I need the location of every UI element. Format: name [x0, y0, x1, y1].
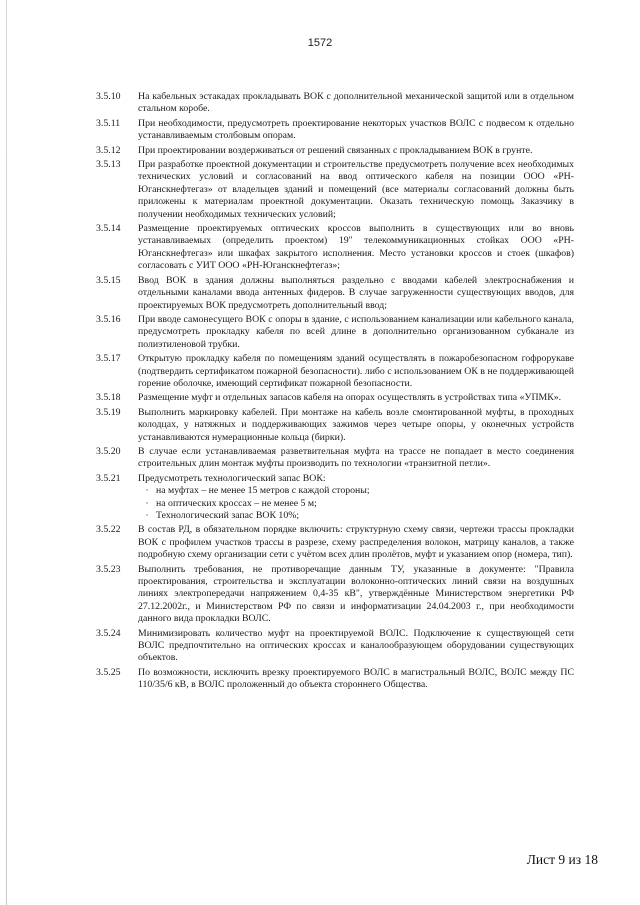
item-number: 3.5.16	[96, 313, 121, 325]
sub-item	[138, 510, 574, 522]
page-number: 1572	[307, 37, 333, 49]
bullet-marker: ·	[145, 497, 149, 509]
item-number: 3.5.24	[96, 627, 121, 639]
item-number: 3.5.14	[96, 223, 121, 235]
list-item	[96, 524, 574, 561]
item-number: 3.5.21	[96, 472, 121, 484]
list-item	[96, 145, 574, 157]
sub-item	[138, 498, 574, 510]
item-text: При проектировании воздерживаться от решений связанных с прокладыванием ВОК в грунте.	[138, 144, 533, 156]
item-number: 3.5.22	[96, 524, 121, 536]
list-item	[96, 392, 574, 404]
list-item	[96, 353, 574, 390]
list-item	[96, 446, 574, 471]
sheet-counter: Лист 9 из 18	[526, 852, 598, 867]
item-text: Размещение проектируемых оптических кроссов выполнить в существующих или во вновь устанавливаемых (определить проектом) 19" телекоммуникационных стойках ООО «РН-Юганскнефтегаз» или шкафах закрытого исполнения. Место установки кроссов и стоек (шкафов) согласовать с УИТ ООО «РН-Юганскнефтегаз»;	[138, 223, 574, 272]
list-item	[96, 314, 574, 351]
item-number: 3.5.15	[96, 274, 121, 286]
bullet-marker: ·	[145, 485, 149, 497]
item-number: 3.5.11	[96, 117, 121, 129]
item-text: В случае если устанавливаемая разветвительная муфта на трассе не попадает в место соединения строительных длин монтаж муфты производить по технологии «транзитной петли».	[138, 445, 574, 470]
item-number: 3.5.10	[96, 91, 121, 102]
item-text: Выполнить требования, не противоречащие данным ТУ, указанные в документе: "Правила проектирования, строительства и эксплуатации волоконно-оптических линий связи на воздушных линиях электропередачи напряжением 0,4-35 кВ", утверждённые Министерством энергетики РФ 27.12.2002г., и Министерством РФ по связи и информатизации 24.04.2003 г., при необходимости данного вида прокладки ВОЛС.	[138, 563, 574, 625]
item-text: Предусмотреть технологический запас ВОК:	[138, 472, 326, 484]
list-item	[96, 473, 574, 523]
list-item	[96, 118, 574, 143]
item-text: В состав РД, в обязательном порядке включить: структурную схему связи, чертежи трассы прокладки ВОК с профилем участков трассы в разрезе, схему распределения волокон, матрицу каналов, а также подробную схему организации сети с учётом всех длин пролётов, муфт и указанием опор (номера, тип).	[138, 524, 574, 561]
sub-list	[138, 485, 574, 522]
sub-item-text: на муфтах – не менее 15 метров с каждой стороны;	[156, 485, 370, 497]
item-text: При разработке проектной документации и строительстве предусмотреть получение всех необходимых технических условий и согласований на ввод оптического кабеля на позиции ООО «РН-Юганскнефтегаз» от владельцев зданий и помещений (все материалы согласований должны быть приложены к материалам проектной документации. Оказать техническую помощь Заказчику в получении необходимых технических условий;	[138, 159, 574, 220]
item-text: Открытую прокладку кабеля по помещениям зданий осуществлять в пожаробезопасном гофрорукаве (подтвердить сертификатом пожарной безопасности). либо с использованием ОК в не поддерживающей горение оболочке, имеющий сертификат пожарной безопасности.	[138, 353, 574, 389]
list-item	[96, 275, 574, 312]
item-text-block	[138, 473, 574, 523]
sub-item	[138, 485, 574, 497]
item-text: Ввод ВОК в здания должны выполняться раздельно с вводами кабелей электроснабжения и отдельными каналами ввода антенных фидеров. В случае загруженности существующих вводов, для проектируемых ВОК предусмотреть дополнительный ввод;	[138, 274, 574, 311]
item-number: 3.5.20	[96, 445, 121, 457]
item-number: 3.5.25	[96, 666, 121, 678]
item-number: 3.5.23	[96, 563, 121, 575]
list-item	[96, 159, 574, 221]
sub-item-text: Технологический запас ВОК 10%;	[156, 510, 300, 521]
item-number: 3.5.13	[96, 159, 121, 171]
item-text: Минимизировать количество муфт на проектируемой ВОЛС. Подключение к существующей сети ВОЛС предпочтительно на оптических кроссах и каналообразующем оборудовании существующих объектов.	[138, 627, 574, 664]
list-item	[96, 628, 574, 665]
item-number: 3.5.19	[96, 406, 121, 418]
item-number: 3.5.18	[96, 392, 121, 404]
item-number: 3.5.12	[96, 144, 121, 156]
sub-item-text: на оптических кроссах – не менее 5 м;	[156, 497, 317, 509]
item-text: При необходимости, предусмотреть проектирование некоторых участков ВОЛС с подвесом к отдельно устанавливаемым столбовым опорам.	[138, 117, 574, 142]
requirements-list	[96, 91, 574, 694]
list-item	[96, 407, 574, 444]
item-number: 3.5.17	[96, 353, 121, 365]
scan-edge	[6, 0, 7, 905]
item-text: Размещение муфт и отдельных запасов кабеля на опорах осуществлять в устройствах типа «УПМК».	[138, 392, 562, 404]
list-item	[96, 564, 574, 626]
item-text: По возможности, исключить врезку проектируемого ВОЛС в магистральный ВОЛС, ВОЛС между ПС 110/35/6 кВ, в ВОЛС проложенный до объекта стороннего Общества.	[138, 666, 574, 691]
list-item	[96, 223, 574, 273]
list-item	[96, 667, 574, 692]
item-text: Выполнить маркировку кабелей. При монтаже на кабель возле смонтированной муфты, в проходных колодцах, у натяжных и поддерживающих зажимов через четыре опоры, у оконечных устройств устанавливаются нумерационные кольца (бирки).	[138, 406, 574, 443]
bullet-marker: ·	[145, 510, 149, 521]
item-text: При вводе самонесущего ВОК с опоры в здание, с использованием канализации или кабельного канала, предусмотреть прокладку кабеля по всей длине в дополнительно организованном субканале из полиэтиленовой трубки.	[138, 313, 574, 350]
item-text: На кабельных эстакадах прокладывать ВОК с дополнительной механической защитой или в отдельном стальном коробе.	[138, 91, 574, 115]
list-item	[96, 91, 574, 116]
